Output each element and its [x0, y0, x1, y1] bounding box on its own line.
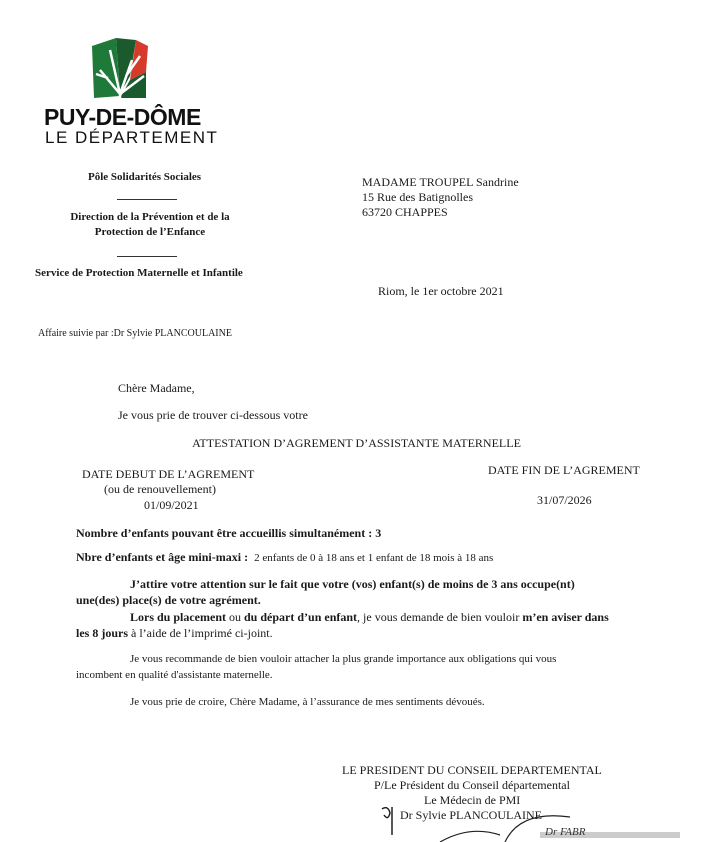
paragraph2-line2	[76, 626, 273, 641]
document-title: ATTESTATION D’AGREMENT D’ASSISTANTE MATERNELLE	[192, 436, 521, 450]
start-sub: (ou de renouvellement)	[104, 482, 216, 496]
salutation: Chère Madame,	[118, 381, 195, 395]
p2-a: Lors du placement	[130, 610, 226, 624]
p2-g: à l’aide de l’imprimé ci-joint.	[128, 626, 273, 640]
paragraph2-line1	[130, 610, 609, 625]
p2-f: les 8 jours	[76, 626, 128, 640]
signature-stamp: Dr FABR	[545, 826, 586, 838]
signature-line1: LE PRESIDENT DU CONSEIL DEPARTEMENTAL	[342, 763, 602, 777]
p2-c: du départ d’un enfant	[244, 610, 358, 624]
p2-b: ou	[226, 610, 244, 624]
end-date: 31/07/2026	[537, 493, 592, 507]
signature-line2: P/Le Président du Conseil départemental	[374, 778, 570, 792]
start-label: DATE DEBUT DE L’AGREMENT	[82, 467, 255, 481]
logo-title: PUY-DE-DÔME	[44, 104, 201, 130]
recipient-street: 15 Rue des Batignolles	[362, 190, 473, 204]
closing: Je vous prie de croire, Chère Madame, à l’assurance de mes sentiments dévoués.	[130, 696, 485, 708]
end-label: DATE FIN DE L’AGREMENT	[488, 463, 640, 477]
signature-line4: Dr Sylvie PLANCOULAINE	[400, 808, 542, 822]
logo-subtitle: LE DÉPARTEMENT	[45, 128, 219, 147]
paragraph1-line1: J’attire votre attention sur le fait que votre (vos) enfant(s) de moins de 3 ans occupe(nt)	[130, 577, 575, 591]
direction-line1: Direction de la Prévention et de la	[70, 211, 230, 223]
paragraph3-line2: incombent en qualité d'assistante maternelle.	[76, 669, 273, 681]
intro: Je vous prie de trouver ci-dessous votre	[118, 408, 308, 422]
recipient-name: MADAME TROUPEL Sandrine	[362, 175, 519, 189]
divider	[117, 199, 177, 200]
nbre-label: Nbre d’enfants et âge mini-maxi :	[76, 550, 249, 564]
p2-d: , je vous demande de bien vouloir	[357, 610, 523, 624]
p2-e: m’en aviser dans	[522, 610, 609, 624]
divider	[117, 256, 177, 257]
pole-name: Pôle Solidarités Sociales	[88, 171, 202, 183]
paragraph3-line1: Je vous recommande de bien vouloir attacher la plus grande importance aux obligations qui vous	[130, 653, 557, 665]
paragraph1-line2: une(des) place(s) de votre agrément.	[76, 593, 261, 607]
tree-logo-icon	[86, 36, 152, 110]
nombre-value: 3	[375, 526, 382, 540]
nombre-label: Nombre d’enfants pouvant être accueillis simultanément :	[76, 526, 373, 540]
handwritten-signature-icon	[380, 805, 680, 842]
recipient-city: 63720 CHAPPES	[362, 205, 448, 219]
signature-line3: Le Médecin de PMI	[424, 793, 521, 807]
service-name: Service de Protection Maternelle et Infantile	[35, 267, 243, 279]
start-date: 01/09/2021	[144, 498, 199, 512]
affaire-suivie: Affaire suivie par :Dr Sylvie PLANCOULAINE	[38, 328, 232, 339]
place-date: Riom, le 1er octobre 2021	[378, 284, 504, 298]
nbre-value: 2 enfants de 0 à 18 ans et 1 enfant de 18 mois à 18 ans	[254, 552, 494, 564]
direction-line2: Protection de l’Enfance	[94, 226, 206, 238]
